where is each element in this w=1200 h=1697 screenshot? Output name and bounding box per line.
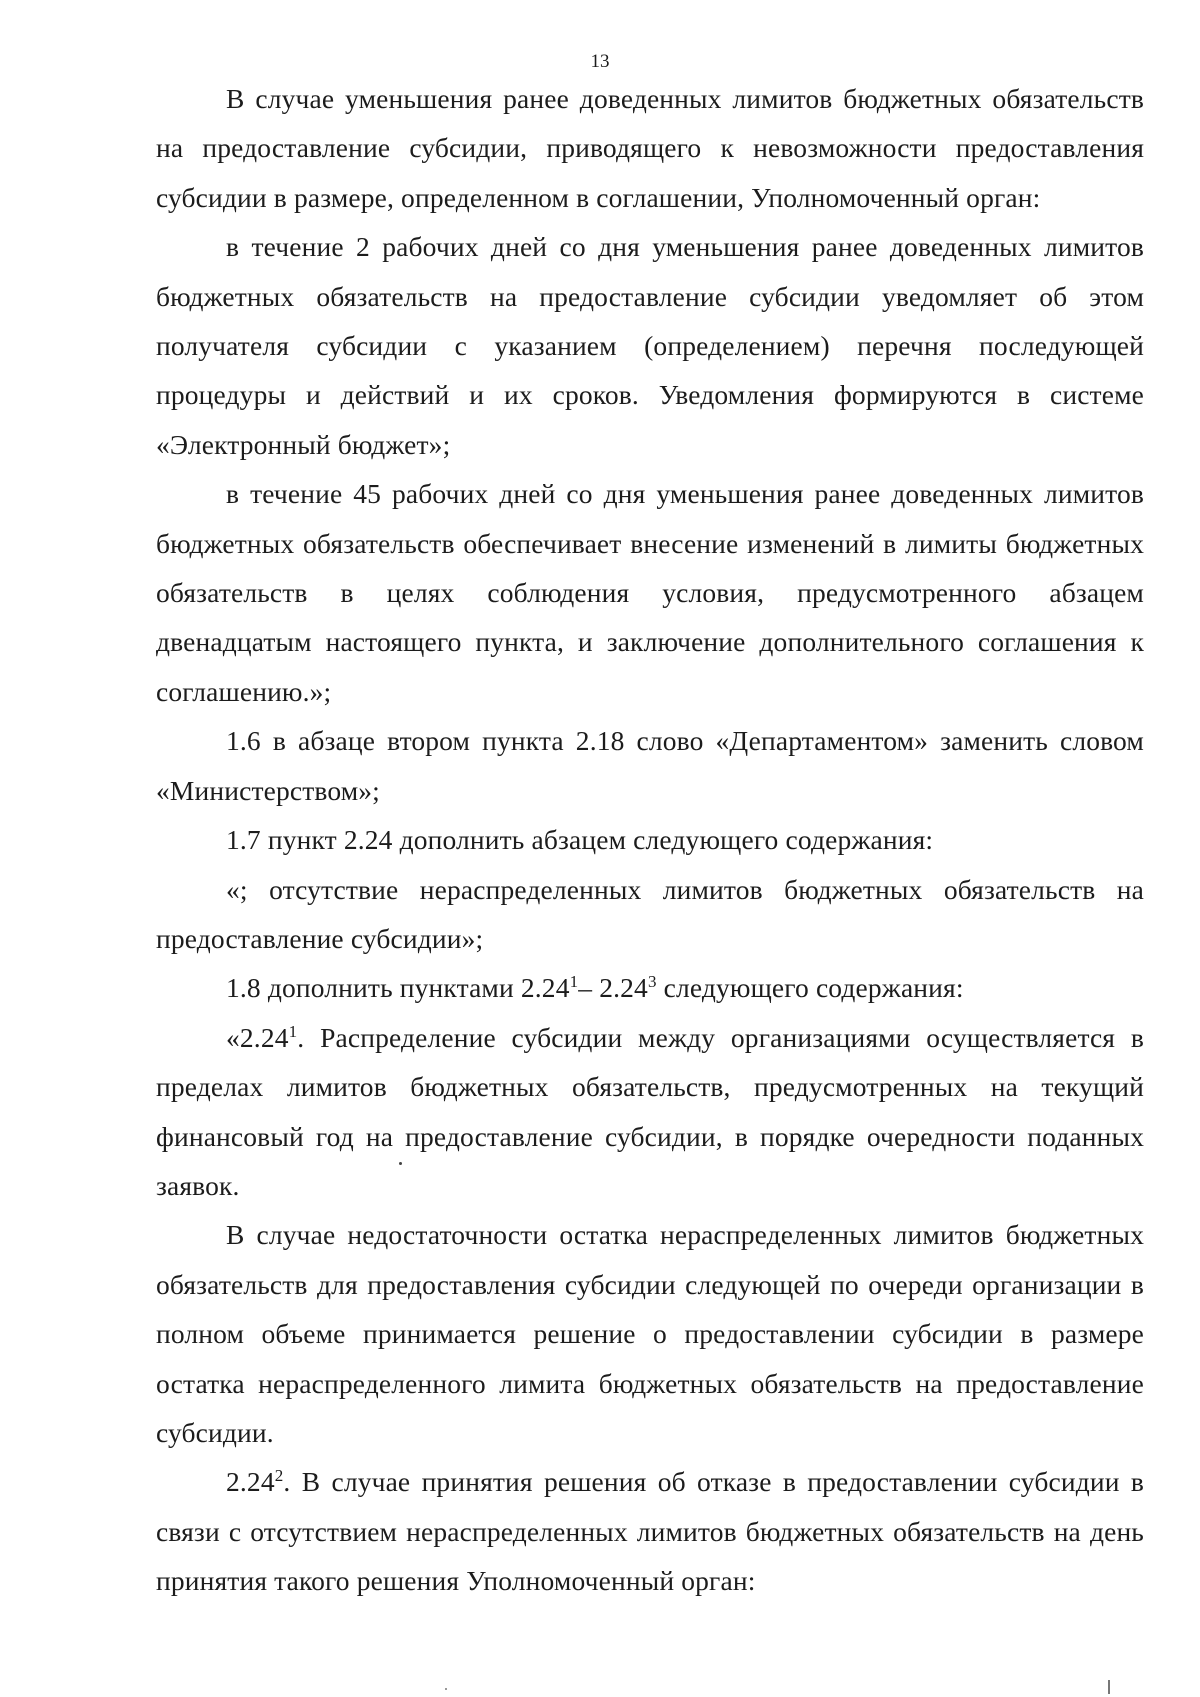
paragraph xyxy=(156,1457,1144,1605)
scan-speck xyxy=(445,1688,447,1690)
paragraph xyxy=(156,815,1144,864)
text-run: в течение 45 рабочих дней со дня уменьшения ранее доведенных лимитов бюджетных обязательств обеспечивает внесение изменений в лимиты бюджетных обязательств в целях соблюдения условия, предусмотренного абзацем двенадцатым настоящего пункта, и заключение дополнительного соглашения к соглашению.»; xyxy=(156,478,1144,707)
page-number: 13 xyxy=(590,51,610,72)
paragraph xyxy=(156,1210,1144,1457)
superscript: 1 xyxy=(288,1021,298,1041)
text-run: в течение 2 рабочих дней со дня уменьшения ранее доведенных лимитов бюджетных обязательств на предоставление субсидии уведомляет об этом получателя субсидии с указанием (определением) перечня последующей процедуры и действий и их сроков. Уведомления формируются в системе «Электронный бюджет»; xyxy=(156,231,1144,460)
text-run: 1.7 пункт 2.24 дополнить абзацем следующего содержания: xyxy=(226,824,934,856)
paragraph xyxy=(156,865,1144,964)
text-run: «; отсутствие нераспределенных лимитов бюджетных обязательств на предоставление субсидии»; xyxy=(156,873,1144,954)
paragraph xyxy=(156,1013,1144,1211)
text-run: . Распределение субсидии между организациями осуществляется в пределах лимитов бюджетных обязательств, предусмотренных на текущий финансовый год на предоставление субсидии, в порядке очередности поданных заявок. xyxy=(156,1021,1144,1201)
text-run: – 2.24 xyxy=(578,972,648,1004)
document-body xyxy=(156,74,1144,1606)
text-run: «2.24 xyxy=(226,1021,289,1053)
text-run: 1.8 дополнить пунктами 2.24 xyxy=(226,972,570,1004)
superscript: 2 xyxy=(274,1466,284,1486)
paragraph xyxy=(156,963,1144,1012)
scan-dot-mark xyxy=(399,1162,402,1165)
text-run: В случае недостаточности остатка нераспределенных лимитов бюджетных обязательств для предоставления субсидии следующей по очереди организации в полном объеме принимается решение о предоставлении субсидии в размере остатка нераспределенного лимита бюджетных обязательств на предоставление субсидии. xyxy=(156,1219,1144,1448)
paragraph xyxy=(156,716,1144,815)
paragraph xyxy=(156,469,1144,716)
superscript: 3 xyxy=(647,972,657,992)
text-run: следующего содержания: xyxy=(656,972,964,1004)
paragraph xyxy=(156,222,1144,469)
superscript: 1 xyxy=(569,972,579,992)
text-run: . В случае принятия решения об отказе в предоставлении субсидии в связи с отсутствием нераспределенных лимитов бюджетных обязательств на день принятия такого решения Уполномоченный орган: xyxy=(156,1466,1144,1597)
text-run: 2.24 xyxy=(226,1466,275,1498)
paragraph xyxy=(156,74,1144,222)
scan-edge-mark xyxy=(1108,1680,1110,1694)
text-run: В случае уменьшения ранее доведенных лимитов бюджетных обязательств на предоставление субсидии, приводящего к невозможности предоставления субсидии в размере, определенном в соглашении, Уполномоченный орган: xyxy=(156,83,1144,213)
text-run: 1.6 в абзаце втором пункта 2.18 слово «Департаментом» заменить словом «Министерством»; xyxy=(156,725,1144,806)
